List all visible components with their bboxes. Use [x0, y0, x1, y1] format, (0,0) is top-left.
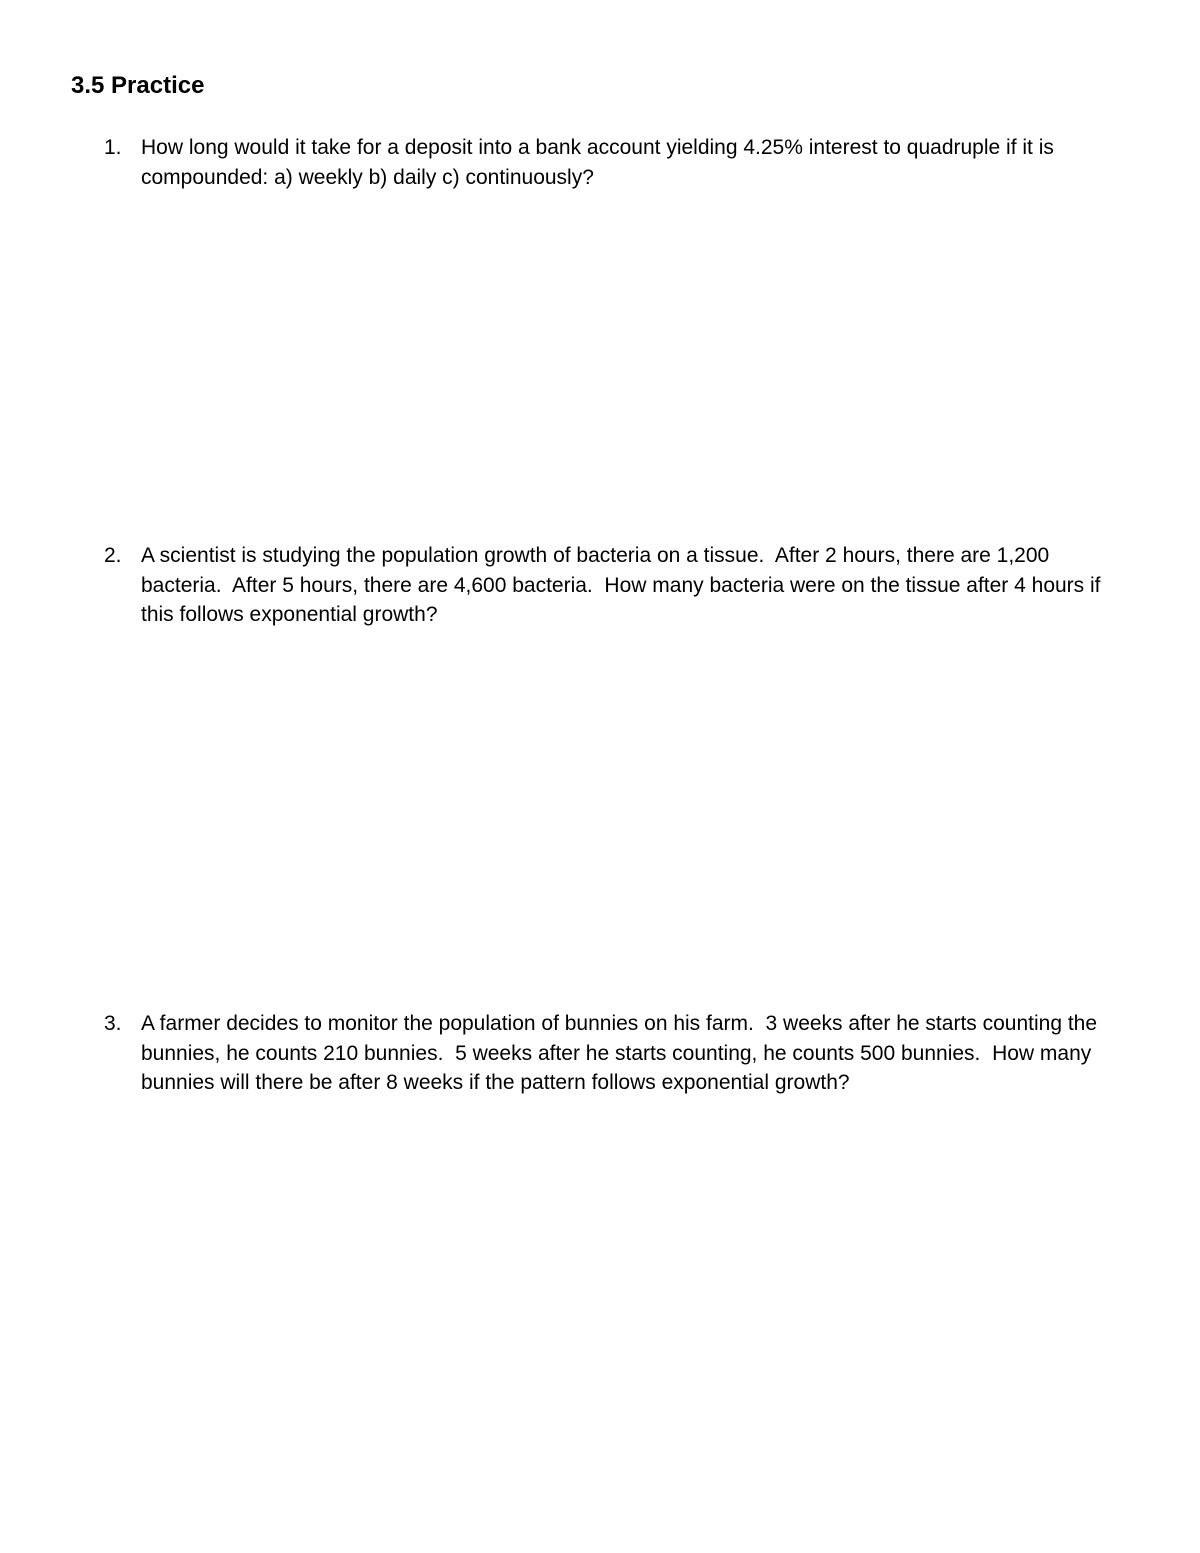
problem-text: A scientist is studying the population growth of bacteria on a tissue. After 2 hours, there are 1,200 bacteria. After 5 hours, there are 4,600 bacteria. How many bacteria were on the tissue after 4 hours if this follows exponential growth?: [141, 544, 1107, 627]
page-title: 3.5 Practice: [71, 72, 205, 99]
problem-number: 3.: [104, 1012, 122, 1035]
problem-3: [104, 1009, 1134, 1098]
problem-1: [104, 133, 1134, 192]
problem-text: A farmer decides to monitor the population of bunnies on his farm. 3 weeks after he starts counting the bunnies, he counts 210 bunnies. 5 weeks after he starts counting, he counts 500 bunnies. How many bunnies will there be after 8 weeks if the pattern follows exponential growth?: [141, 1012, 1103, 1095]
problem-text: How long would it take for a deposit into a bank account yielding 4.25% interest to quadruple if it is compounded: a) weekly b) daily c) continuously?: [141, 136, 1060, 189]
problem-number: 2.: [104, 544, 122, 567]
problem-number: 1.: [104, 136, 122, 159]
problem-2: [104, 541, 1134, 630]
